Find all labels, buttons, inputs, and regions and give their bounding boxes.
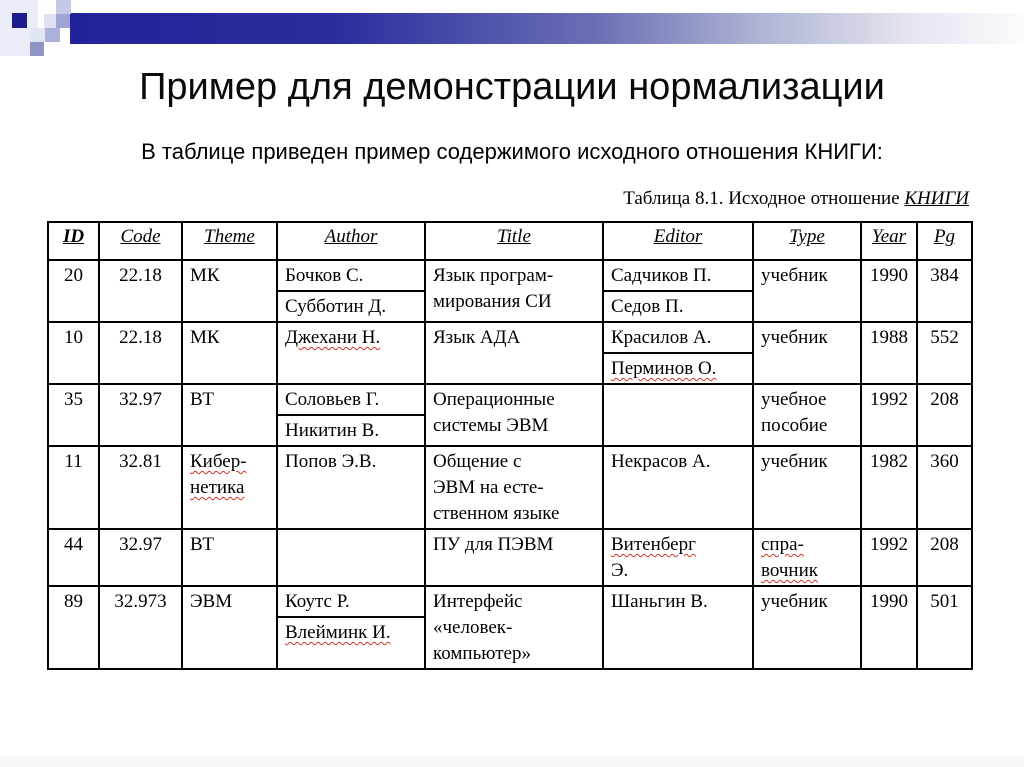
table-cell [425, 322, 603, 384]
cell-line: 1992 [870, 534, 908, 555]
table-cell [425, 260, 603, 322]
table-cell [182, 322, 277, 384]
cell-line: мирования СИ [433, 291, 552, 312]
cell-part [49, 587, 98, 616]
cell-line: ЭВМ [190, 591, 233, 612]
cell-part [426, 261, 602, 316]
table-cell [48, 260, 99, 322]
table-cell [753, 446, 861, 529]
table-cell [277, 586, 425, 669]
cell-line: Некрасов А. [611, 451, 711, 472]
cell-line: Бочков С. [285, 265, 364, 286]
column-header-editor [603, 222, 753, 260]
cell-part [604, 292, 752, 321]
column-header-theme [182, 222, 277, 260]
table-cell [182, 529, 277, 586]
cell-line: 32.97 [119, 534, 162, 555]
table-cell [861, 446, 917, 529]
cell-line: Садчиков П. [611, 265, 712, 286]
misspelled-word: Перминов О. [611, 358, 717, 379]
cell-part [100, 587, 181, 616]
cell-line: 552 [930, 327, 959, 348]
decor-square [30, 42, 44, 56]
cell-part [278, 416, 424, 445]
cell-line: 35 [64, 389, 83, 410]
table-cell [603, 260, 753, 322]
cell-part [49, 385, 98, 414]
decor-square [45, 28, 60, 42]
misspelled-word: вочник [761, 560, 818, 581]
books-table-body [48, 260, 972, 669]
cell-part [604, 385, 752, 414]
cell-line: 1982 [870, 451, 908, 472]
cell-part [278, 587, 424, 618]
misspelled-word: спра- [761, 534, 804, 555]
cell-part [100, 447, 181, 476]
cell-part [604, 323, 752, 354]
table-cell [277, 260, 425, 322]
cell-line: Интерфейс [433, 591, 523, 612]
table-cell [99, 322, 182, 384]
decor-square [56, 0, 71, 14]
cell-part [183, 587, 276, 616]
cell-part [183, 447, 276, 502]
table-row [48, 260, 972, 322]
cell-part [918, 530, 971, 559]
misspelled-word: Кибер- [190, 451, 247, 472]
cell-line: учебное [761, 389, 827, 410]
cell-line [278, 325, 424, 351]
cell-line: Шаньгин В. [611, 591, 708, 612]
column-header-label: Year [871, 226, 907, 247]
column-header-label: ID [62, 226, 85, 247]
cell-line: Э. [611, 560, 629, 581]
cell-part [754, 261, 860, 290]
column-header-author [277, 222, 425, 260]
cell-part [862, 530, 916, 559]
cell-line: 89 [64, 591, 83, 612]
cell-part [100, 385, 181, 414]
cell-line: 208 [930, 534, 959, 555]
cell-part [49, 323, 98, 352]
table-row [48, 446, 972, 529]
cell-part [100, 323, 181, 352]
table-cell [99, 384, 182, 446]
cell-line: 10 [64, 327, 83, 348]
cell-part [183, 261, 276, 290]
cell-part [604, 530, 752, 585]
column-header-label: Title [497, 226, 531, 247]
cell-part [754, 447, 860, 476]
cell-part [100, 261, 181, 290]
table-row [48, 322, 972, 384]
cell-line: «человек- [433, 617, 513, 638]
cell-part [754, 530, 860, 585]
column-header-label: Code [120, 226, 161, 247]
column-header-year [861, 222, 917, 260]
column-header-pg [917, 222, 972, 260]
cell-part [862, 587, 916, 616]
cell-line [604, 387, 752, 413]
table-cell [48, 529, 99, 586]
cell-part [183, 385, 276, 414]
cell-part [754, 587, 860, 616]
table-cell [425, 586, 603, 669]
cell-line: 1990 [870, 591, 908, 612]
table-cell [277, 446, 425, 529]
cell-part [918, 447, 971, 476]
table-cell [603, 384, 753, 446]
table-cell [48, 446, 99, 529]
cell-line [604, 356, 752, 382]
slide-title: Пример для демонстрации нормализации [139, 66, 885, 108]
table-cell [182, 586, 277, 669]
table-cell [753, 260, 861, 322]
cell-line: учебник [761, 265, 828, 286]
cell-part [426, 530, 602, 559]
table-cell [425, 529, 603, 586]
cell-line: Соловьев Г. [285, 389, 380, 410]
cell-part [278, 261, 424, 292]
table-cell [99, 446, 182, 529]
cell-line: Никитин В. [285, 420, 380, 441]
cell-line: учебник [761, 591, 828, 612]
table-cell [861, 260, 917, 322]
cell-part [918, 587, 971, 616]
column-header-label: Theme [204, 226, 255, 247]
cell-line: Седов П. [611, 296, 684, 317]
table-cell [753, 384, 861, 446]
cell-line: Язык програм- [433, 265, 554, 286]
cell-part [278, 447, 424, 476]
column-header-id [48, 222, 99, 260]
cell-part [426, 587, 602, 668]
cell-line [183, 449, 276, 475]
table-cell [603, 586, 753, 669]
cell-line: учебник [761, 327, 828, 348]
table-cell [48, 322, 99, 384]
cell-part [604, 261, 752, 292]
cell-line: ЭВМ на есте- [433, 477, 544, 498]
misspelled-word: Джехани Н. [285, 327, 381, 348]
decor-square [56, 14, 70, 28]
table-caption [47, 188, 969, 210]
cell-line: Язык АДА [433, 327, 521, 348]
cell-line: МК [190, 265, 220, 286]
table-cell [861, 586, 917, 669]
table-cell [99, 586, 182, 669]
table-cell [861, 322, 917, 384]
cell-line: ВТ [190, 534, 215, 555]
cell-part [918, 385, 971, 414]
table-row [48, 384, 972, 446]
cell-line [278, 620, 424, 646]
cell-part [49, 261, 98, 290]
cell-part [862, 385, 916, 414]
decor-square [30, 28, 45, 42]
table-cell [425, 446, 603, 529]
cell-line: 1990 [870, 265, 908, 286]
cell-line: пособие [761, 415, 828, 436]
cell-line: 360 [930, 451, 959, 472]
cell-line: 1988 [870, 327, 908, 348]
table-cell [603, 322, 753, 384]
column-header-title [425, 222, 603, 260]
cell-part [862, 261, 916, 290]
cell-line: 11 [64, 451, 83, 472]
cell-line: ственном языке [433, 503, 560, 524]
decor-square [44, 14, 56, 28]
cell-line [754, 532, 860, 558]
cell-part [862, 447, 916, 476]
cell-part [100, 530, 181, 559]
bottom-strip [0, 756, 1024, 767]
table-caption-text: Таблица 8.1. Исходное отношение [623, 188, 905, 209]
cell-line [754, 558, 860, 584]
cell-line: 208 [930, 389, 959, 410]
decor-gradient-bar [70, 13, 1024, 44]
cell-part [278, 530, 424, 559]
column-header-code [99, 222, 182, 260]
cell-part [918, 323, 971, 352]
cell-part [426, 323, 602, 352]
cell-line: 384 [930, 265, 959, 286]
table-caption-relation-name: КНИГИ [904, 188, 969, 209]
cell-line: ВТ [190, 389, 215, 410]
table-cell [917, 446, 972, 529]
cell-part [918, 261, 971, 290]
cell-part [604, 587, 752, 616]
column-header-label: Editor [653, 226, 703, 247]
column-header-label: Author [324, 226, 378, 247]
cell-part [754, 385, 860, 440]
cell-line: 32.97 [119, 389, 162, 410]
cell-part [183, 530, 276, 559]
table-cell [917, 322, 972, 384]
cell-part [278, 292, 424, 321]
cell-line: 22.18 [119, 265, 162, 286]
table-cell [917, 384, 972, 446]
table-cell [861, 384, 917, 446]
misspelled-word: нетика [190, 477, 245, 498]
table-cell [603, 529, 753, 586]
table-cell [861, 529, 917, 586]
column-header-type [753, 222, 861, 260]
cell-line: Попов Э.В. [285, 451, 377, 472]
cell-part [604, 354, 752, 383]
slide-subtitle: В таблице приведен пример содержимого исходного отношения КНИГИ: [141, 139, 883, 164]
table-row [48, 529, 972, 586]
table-cell [48, 586, 99, 669]
cell-part [49, 447, 98, 476]
cell-part [862, 323, 916, 352]
column-header-label: Type [789, 226, 825, 247]
decor-square-navy [12, 13, 27, 28]
cell-part [426, 385, 602, 440]
cell-line: МК [190, 327, 220, 348]
books-table [47, 221, 973, 670]
table-cell [277, 384, 425, 446]
table-cell [182, 384, 277, 446]
table-cell [182, 446, 277, 529]
cell-part [604, 447, 752, 476]
cell-line: 22.18 [119, 327, 162, 348]
cell-line [183, 475, 276, 501]
cell-line: Коутс Р. [285, 591, 350, 612]
column-header-label: Pg [933, 226, 956, 247]
cell-part [278, 618, 424, 647]
table-cell [917, 586, 972, 669]
cell-part [278, 323, 424, 352]
misspelled-word: Влейминк И. [285, 622, 391, 643]
table-cell [277, 529, 425, 586]
misspelled-word: Витенберг [611, 534, 696, 555]
cell-line: 32.973 [114, 591, 167, 612]
table-cell [753, 322, 861, 384]
cell-part [426, 447, 602, 528]
table-cell [182, 260, 277, 322]
table-cell [917, 260, 972, 322]
cell-line: 1992 [870, 389, 908, 410]
cell-part [183, 323, 276, 352]
table-cell [753, 529, 861, 586]
books-table-header [48, 222, 972, 260]
cell-part [754, 323, 860, 352]
table-cell [917, 529, 972, 586]
cell-line: Операционные [433, 389, 555, 410]
table-cell [99, 529, 182, 586]
table-cell [425, 384, 603, 446]
table-cell [753, 586, 861, 669]
cell-line: 20 [64, 265, 83, 286]
cell-line: компьютер» [433, 643, 531, 664]
cell-part [49, 530, 98, 559]
table-cell [603, 446, 753, 529]
table-cell [48, 384, 99, 446]
cell-line [604, 532, 752, 558]
table-row [48, 586, 972, 669]
cell-line: Общение с [433, 451, 522, 472]
cell-part [278, 385, 424, 416]
table-cell [99, 260, 182, 322]
cell-line: учебник [761, 451, 828, 472]
cell-line: Красилов А. [611, 327, 712, 348]
cell-line: 32.81 [119, 451, 162, 472]
cell-line: 501 [930, 591, 959, 612]
cell-line: ПУ для ПЭВМ [433, 534, 554, 555]
header-row [48, 222, 972, 260]
cell-line [278, 532, 424, 558]
table-cell [277, 322, 425, 384]
cell-line: системы ЭВМ [433, 415, 549, 436]
cell-line: 44 [64, 534, 83, 555]
cell-line: Субботин Д. [285, 296, 387, 317]
